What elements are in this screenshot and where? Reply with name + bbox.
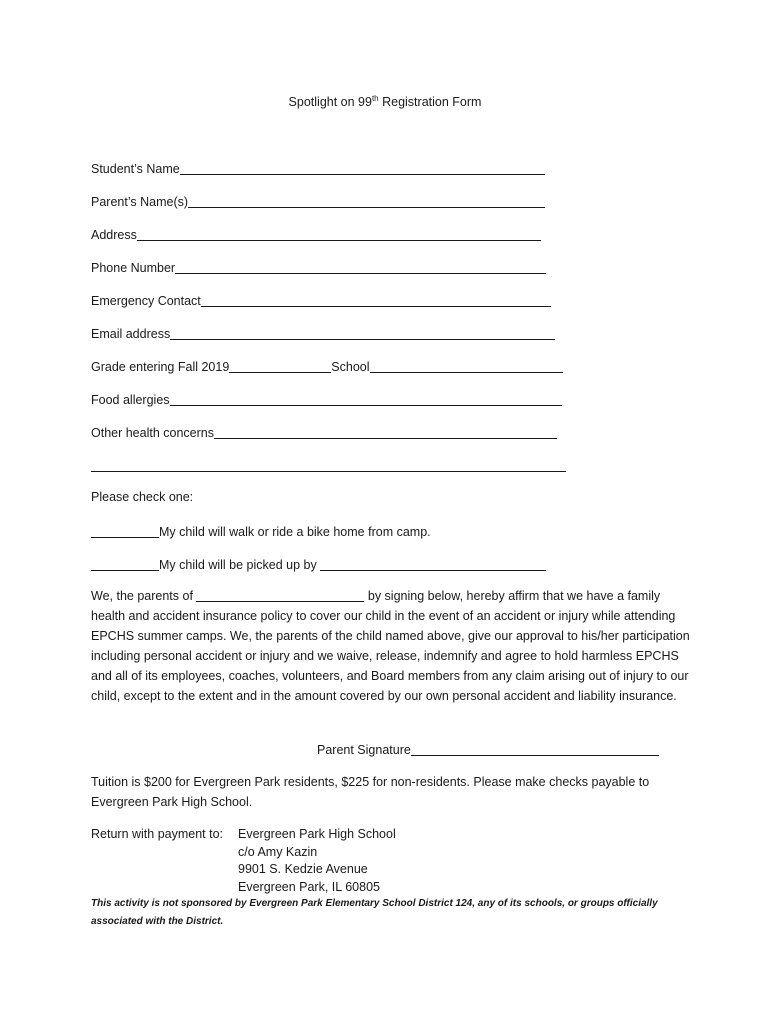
option-walk-row — [91, 523, 431, 539]
pickup-person-field[interactable] — [320, 558, 546, 571]
health-concerns-continuation-field[interactable] — [91, 459, 566, 472]
food-allergies-field[interactable] — [170, 393, 562, 406]
signature-label: Parent Signature — [317, 743, 411, 757]
emergency-contact-label: Emergency Contact — [91, 294, 201, 308]
option-walk-label: My child will walk or ride a bike home from camp. — [159, 525, 431, 539]
health-concerns-field[interactable] — [214, 426, 557, 439]
tuition-paragraph: Tuition is $200 for Evergreen Park residents, $225 for non-residents. Please make checks payable to Evergreen Park High School. — [91, 775, 650, 809]
grade-field[interactable] — [229, 360, 331, 373]
address-row — [91, 226, 541, 242]
phone-field[interactable] — [175, 261, 546, 274]
student-name-field[interactable] — [180, 162, 545, 175]
address-line-street: 9901 S. Kedzie Avenue — [238, 862, 368, 876]
title-superscript: th — [371, 94, 379, 103]
address-label: Address — [91, 228, 137, 242]
email-label: Email address — [91, 327, 171, 341]
phone-label: Phone Number — [91, 261, 176, 275]
return-address-block — [91, 826, 396, 896]
student-name-row — [91, 160, 545, 176]
parent-name-field[interactable] — [188, 195, 545, 208]
option-picked-up-label: My child will be picked up by — [159, 558, 321, 572]
grade-label: Grade entering Fall 2019 — [91, 360, 230, 374]
emergency-contact-row — [91, 292, 551, 308]
phone-row — [91, 259, 546, 275]
form-title — [0, 94, 770, 109]
address-line-school: Evergreen Park High School — [238, 827, 396, 841]
food-allergies-row — [91, 391, 562, 407]
school-label: School — [331, 360, 370, 374]
health-concerns-row — [91, 424, 557, 440]
email-row — [91, 325, 555, 341]
disclaimer: This activity is not sponsored by Evergreen Park Elementary School District 124, any of its schools, or groups officially associated with the District. — [91, 898, 658, 927]
title-text: Spotlight on 99 — [288, 95, 372, 110]
waiver-paragraph — [91, 586, 691, 706]
option-picked-up-check[interactable] — [91, 558, 159, 571]
child-name-field[interactable] — [196, 589, 364, 602]
address-line-city: Evergreen Park, IL 60805 — [238, 879, 380, 894]
title-text-suffix: Registration Form — [378, 95, 482, 110]
address-field[interactable] — [137, 228, 541, 241]
email-field[interactable] — [170, 327, 555, 340]
school-field[interactable] — [370, 360, 563, 373]
option-picked-up-row — [91, 556, 546, 572]
return-label: Return with payment to: — [91, 827, 224, 841]
waiver-text-rest: by signing below, hereby affirm that we have a family health and accident insurance policy to cover our child in the event of an accident or injury while attending EPCHS summer camps. We, the parents of the child named above, give our approval to his/her participation including personal accident or injury and we waive, release, indemnify and agree to hold harmless EPCHS and all of its employees, coaches, volunteers, and Board members from any claim arising out of injury to our child, except to the extent and in the amount covered by our own personal accident and liability insurance. — [91, 589, 690, 703]
signature-field[interactable] — [411, 743, 659, 756]
signature-row — [317, 741, 659, 757]
parent-name-label: Parent’s Name(s) — [91, 195, 189, 209]
food-allergies-label: Food allergies — [91, 393, 170, 407]
health-concerns-label: Other health concerns — [91, 426, 214, 440]
student-name-label: Student’s Name — [91, 162, 180, 176]
waiver-text-start: We, the parents of — [91, 589, 197, 603]
address-line-attention: c/o Amy Kazin — [238, 844, 318, 859]
option-walk-check[interactable] — [91, 525, 159, 538]
health-concerns-continuation-row — [91, 457, 566, 473]
emergency-contact-field[interactable] — [201, 294, 551, 307]
check-heading: Please check one: — [91, 490, 194, 504]
parent-name-row — [91, 193, 545, 209]
grade-school-row — [91, 358, 563, 374]
